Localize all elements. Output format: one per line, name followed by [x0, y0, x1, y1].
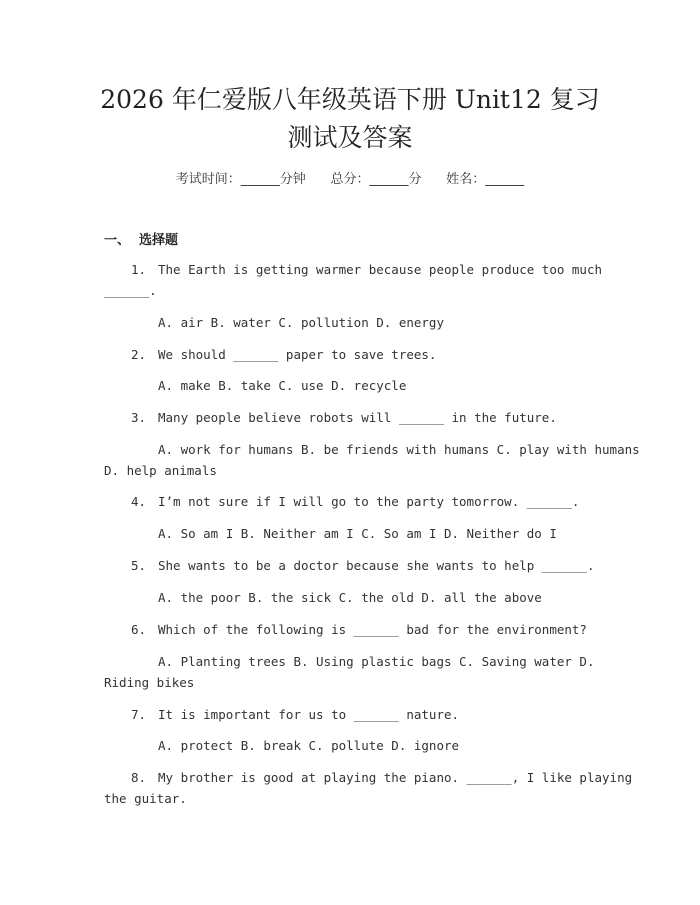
document-title-line2: 测试及答案	[287, 123, 413, 152]
document-title-line1: 2026 年仁爱版八年级英语下册 Unit12 复习	[100, 85, 600, 114]
exam-info: 考试时间：______分钟 总分：______分 姓名：______	[175, 172, 525, 187]
question-5-options: A. the poor B. the sick C. the old D. all the above	[158, 590, 542, 605]
question-8	[131, 768, 632, 788]
question-text: Which of the following is ______ bad for the environment?	[158, 622, 587, 637]
question-number: 5.	[131, 558, 147, 573]
question-3	[131, 408, 557, 428]
question-number: 2.	[131, 347, 147, 362]
question-2-options: A. make B. take C. use D. recycle	[158, 378, 407, 393]
question-3-options: A. work for humans B. be friends with humans C. play with humans	[158, 442, 640, 457]
question-4-options: A. So am I B. Neither am I C. So am I D. Neither do I	[158, 526, 557, 541]
question-6-options-continued: Riding bikes	[104, 675, 195, 690]
question-6-options: A. Planting trees B. Using plastic bags C. Saving water D.	[158, 654, 595, 669]
question-number: 4.	[131, 494, 147, 509]
question-2	[131, 345, 436, 365]
question-6	[131, 620, 587, 640]
question-3-options-continued: D. help animals	[104, 463, 217, 478]
question-1-options: A. air B. water C. pollution D. energy	[158, 315, 444, 330]
question-text: It is important for us to ______ nature.	[158, 707, 460, 722]
question-number: 1.	[131, 262, 147, 277]
question-8-continued: the guitar.	[104, 791, 187, 806]
question-number: 6.	[131, 622, 147, 637]
question-5	[131, 556, 595, 576]
question-number: 3.	[131, 410, 147, 425]
question-1-continued: ______.	[104, 283, 157, 298]
question-4	[131, 492, 579, 512]
question-7	[131, 705, 459, 725]
question-number: 7.	[131, 707, 147, 722]
question-text: We should ______ paper to save trees.	[158, 347, 437, 362]
question-text: My brother is good at playing the piano. ______, I like playing	[158, 770, 633, 785]
question-1	[131, 260, 602, 280]
question-text: Many people believe robots will ______ in the future.	[158, 410, 557, 425]
question-number: 8.	[131, 770, 147, 785]
section-heading: 一、 选择题	[104, 233, 179, 248]
question-text: The Earth is getting warmer because people produce too much	[158, 262, 603, 277]
question-7-options: A. protect B. break C. pollute D. ignore	[158, 738, 460, 753]
question-text: She wants to be a doctor because she wants to help ______.	[158, 558, 595, 573]
question-text: I’m not sure if I will go to the party tomorrow. ______.	[158, 494, 580, 509]
